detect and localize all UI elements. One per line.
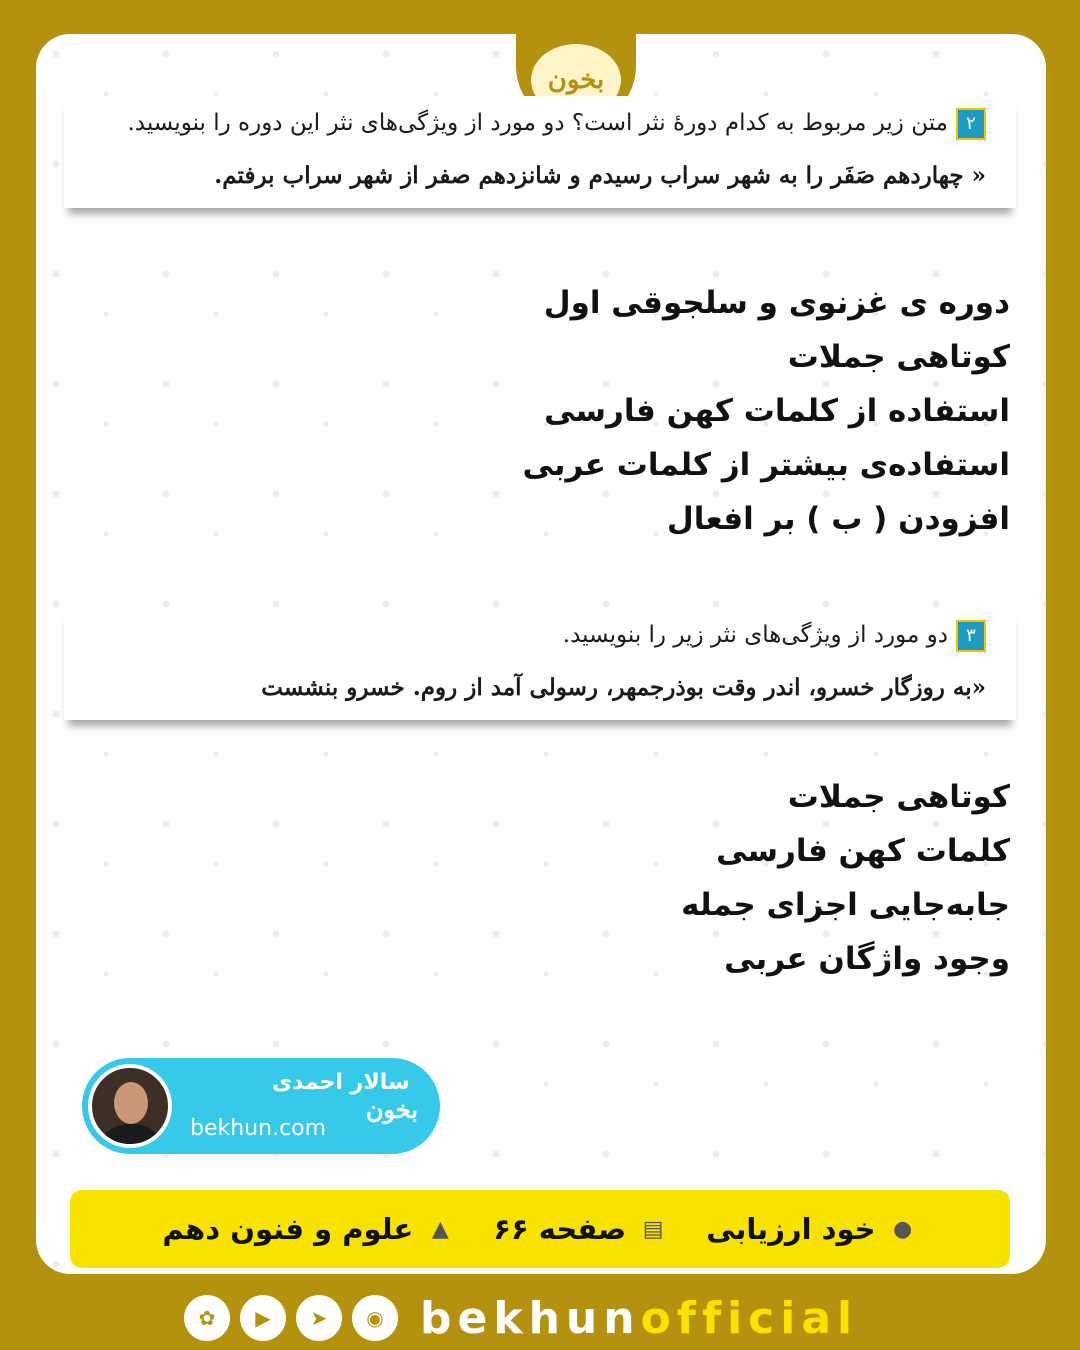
answer-list-2 (681, 770, 1010, 986)
question-box-3 (64, 608, 1016, 720)
question-prompt-text: متن زیر مربوط به کدام دورهٔ نثر است؟ دو مورد از ویژگی‌های نثر این دوره را بنویسید. (127, 110, 948, 136)
question-quote: « چهاردهم صَفَر را به شهر سراب رسیدم و شانزدهم صفر از شهر سراب برفتم. (214, 162, 986, 189)
answer-item: دوره ی غزنوی و سلجوقی اول (543, 285, 1010, 321)
question-quote: «به روزگار خسرو، اندر وقت بوذرجمهر، رسولی آمد از روم. خسرو بنشست (261, 674, 986, 701)
question-number: ۳ (956, 620, 986, 652)
footer-info-bar (70, 1190, 1010, 1268)
graduation-cap-icon: ▲ (431, 1216, 449, 1242)
answer-item: جابه‌جایی اجزای جمله (681, 887, 1010, 923)
author-name: سالار احمدی (272, 1070, 410, 1095)
telegram-icon[interactable]: ➤ (296, 1295, 342, 1341)
answer-item: کلمات کهن فارسی (716, 833, 1010, 869)
instagram-icon[interactable]: ◉ (352, 1295, 398, 1341)
footer-item-subject: علوم و فنون دهم (162, 1212, 414, 1246)
question-prompt (94, 108, 986, 140)
book-icon: ▤ (642, 1216, 664, 1242)
question-prompt (94, 620, 986, 652)
question-box-2 (64, 96, 1016, 208)
author-site-link[interactable]: bekhun.com (190, 1116, 327, 1141)
social-handle: bekhunofficial (420, 1292, 859, 1344)
brand-mini-logo: بخون (365, 1094, 419, 1124)
film-reel-icon[interactable]: ✿ (184, 1295, 230, 1341)
answer-item: کوتاهی جملات (787, 339, 1010, 375)
user-icon: ● (893, 1216, 913, 1242)
answer-list-1 (523, 276, 1010, 546)
question-number: ۲ (956, 108, 986, 140)
youtube-icon[interactable]: ▶ (240, 1295, 286, 1341)
question-prompt-text: دو مورد از ویژگی‌های نثر زیر را بنویسید. (562, 622, 948, 648)
social-bar (184, 1290, 858, 1346)
answer-item: وجود واژگان عربی (724, 941, 1010, 977)
author-card (82, 1058, 440, 1154)
answer-item: استفاده از کلمات کهن فارسی (544, 393, 1010, 429)
brand-logo: بخون (531, 44, 621, 116)
answer-item: افزودن ( ب ) بر افعال (666, 501, 1010, 537)
answer-item: استفاده‌ی بیشتر از کلمات عربی (522, 447, 1010, 483)
avatar (88, 1064, 172, 1148)
footer-item-page: صفحه ۶۶ (493, 1212, 627, 1246)
answer-item: کوتاهی جملات (787, 779, 1010, 815)
footer-item-self-assessment: خود ارزیابی (706, 1212, 876, 1246)
